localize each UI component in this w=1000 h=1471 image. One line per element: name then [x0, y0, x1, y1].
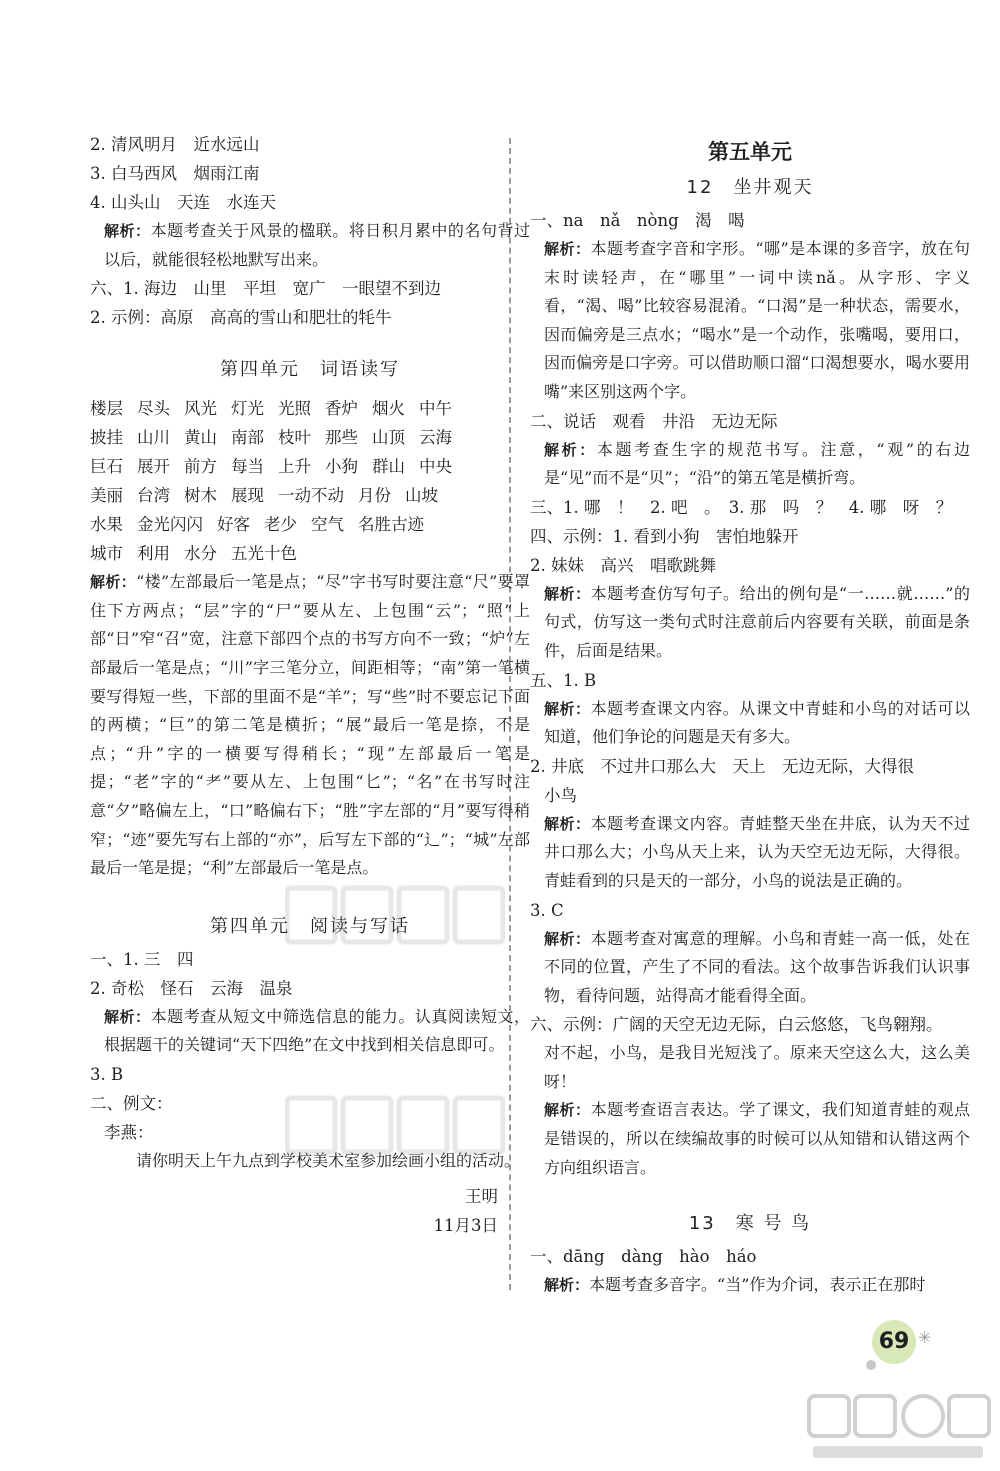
vocab-row: 美丽 台湾 树木 展现 一动不动 月份 山坡: [90, 486, 438, 506]
answer-line: 四、示例：1. 看到小狗 害怕地躲开: [530, 526, 799, 546]
answer-line: 六、示例：广阔的天空无边无际，白云悠悠，飞鸟翱翔。: [530, 1015, 943, 1035]
unit-title: 第五单元: [708, 140, 792, 164]
answer-line: 六、1. 海边 山里 平坦 宽广 一眼望不到边: [90, 279, 441, 299]
lesson-title: 12 坐井观天: [686, 177, 814, 198]
analysis-paragraph: 解析：本题考查语言表达。学了课文，我们知道青蛙的观点是错误的，所以在续编故事的时候可以从知错和认错这两个方向组织语言。: [544, 1100, 970, 1177]
vocab-list: [90, 394, 530, 568]
vocab-row: 巨石 展开 前方 每当 上升 小狗 群山 中央: [90, 457, 452, 477]
answer-line: 三、1. 哪 ！ 2. 吧 。 3. 那 吗 ？ 4. 哪 呀 ？: [530, 497, 953, 517]
answer-line: 二、例文：: [90, 1093, 173, 1113]
analysis-paragraph: 解析：本题考查课文内容。青蛙整天坐在井底，认为天不过井口那么大；小鸟从天上来，认为天空无边无际，大得很。青蛙看到的只是天的一部分，小鸟的说法是正确的。: [544, 813, 970, 890]
logo-graphic: [803, 1392, 993, 1464]
letter-greeting: 李燕：: [104, 1122, 154, 1142]
answer-line: 3. B: [90, 1064, 124, 1084]
star-icon: ✳: [918, 1328, 932, 1347]
letter-date: 11月3日: [433, 1215, 498, 1235]
answer-line: 2. 妹妹 高兴 唱歌跳舞: [530, 555, 716, 575]
analysis-paragraph: 解析：本题考查仿写句子。给出的例句是“一……就……”的句式，仿写这一类句式时注意前后内容要有关联，前面是条件，后面是结果。: [544, 583, 970, 660]
answer-line: 五、1. B: [530, 670, 597, 690]
right-column: [530, 134, 970, 1300]
analysis-paragraph: 解析：本题考查从短文中筛选信息的能力。认真阅读短文，根据题干的关键词“天下四绝”在文中找到相关信息即可。: [104, 1006, 530, 1055]
section-title: 第四单元 词语读写: [220, 359, 400, 381]
answer-line: 3. 白马西风 烟雨江南: [90, 164, 260, 183]
answer-line: 2. 井底 不过井口那么大 天上 无边无际，大得很: [530, 756, 914, 776]
vocab-row: 披挂 山川 黄山 南部 枝叶 那些 山顶 云海: [90, 428, 452, 448]
lesson-title: 13 寒 号 鸟: [688, 1213, 812, 1235]
letter-body: 请你明天上午九点到学校美术室参加绘画小组的活动。: [136, 1150, 521, 1170]
watermark: [285, 880, 505, 965]
watermark-graphic: [285, 1090, 505, 1160]
answer-line: 小鸟: [544, 785, 577, 805]
vocab-row: 楼层 尽头 风光 灯光 光照 香炉 烟火 中午: [90, 399, 452, 419]
answer-line: 一、dāng dàng hào háo: [530, 1247, 757, 1267]
answer-line: 2. 示例：高原 高高的雪山和肥壮的牦牛: [90, 308, 392, 328]
answer-line: 2. 清风明月 近水远山: [90, 135, 260, 154]
analysis-paragraph: 解析：本题考查生字的规范书写。注意，“观”的右边是“见”而不是“贝”；“沿”的第五笔是横折弯。: [544, 439, 970, 488]
answer-line: 二、说话 观看 井沿 无边无际: [530, 411, 778, 431]
page-number: 69: [872, 1320, 916, 1364]
answer-line: 3. C: [530, 900, 564, 920]
section-title: 第四单元 阅读与写话: [210, 915, 410, 937]
decorative-dot: [866, 1360, 876, 1370]
answer-line: 一、1. 三 四: [90, 949, 194, 969]
analysis-paragraph: 解析：本题考查字音和字形。“哪”是本课的多音字，放在句末时读轻声，在“哪里”一词中读nǎ。从字形、字义看，“渴、喝”比较容易混淆。“口渴”是一种状态，需要水，因而偏旁是三点水；“喝水”是一个动作，张嘴喝，要用口，因而偏旁是口字旁。可以借助顺口溜“口渴想要水，喝水要用嘴”来区别这两个字。: [544, 239, 970, 401]
analysis-paragraph: 解析：本题考查课文内容。从课文中青蛙和小鸟的对话可以知道，他们争论的问题是天有多大。: [544, 698, 970, 747]
vocab-row: 水果 金光闪闪 好客 老少 空气 名胜古迹: [90, 515, 424, 535]
left-column: [90, 128, 530, 1240]
watermark-graphic: [285, 880, 505, 950]
corner-watermark-logo: [800, 1392, 995, 1467]
answer-line: 2. 奇松 怪石 云海 温泉: [90, 978, 293, 998]
answer-line: 4. 山头山 天连 水连天: [90, 193, 276, 212]
vocab-row: 城市 利用 水分 五光十色: [90, 544, 297, 564]
analysis-paragraph: 解析：本题考查多音字。“当”作为介词，表示正在那时: [544, 1275, 926, 1295]
analysis-paragraph: 解析：“楼”左部最后一笔是点；“尽”字书写时要注意“尺”要罩住下方两点；“层”字的“尸”要从左、上包围“云”；“照”上部“日”窄“召”宽，注意下部四个点的书写方向不一致；“炉”左部最后一笔是点；“川”字三笔分立，间距相等；“南”第一笔横要写得短一些，下部的里面不是“羊”；写“些”时不要忘记下面的两横；“巨”的第二笔是横折；“展”最后一笔是捺，不是点；“升”字的一横要写得稍长；“现”左部最后一笔是提；“老”字的“耂”要从左、上包围“匕”；“名”在书写时注意“夕”略偏左上，“口”略偏右下；“胜”字左部的“月”要写得稍窄；“迹”要先写右上部的“亦”，后写左下部的“辶”；“城”左部最后一笔是提；“利”左部最后一笔是点。: [90, 572, 530, 878]
analysis-paragraph: 解析：本题考查关于风景的楹联。将日积月累中的名句背过以后，就能很轻松地默写出来。: [104, 221, 530, 269]
answer-line: 一、na nǎ nòng 渴 喝: [530, 211, 745, 230]
analysis-paragraph: 解析：本题考查对寓意的理解。小鸟和青蛙一高一低，处在不同的位置，产生了不同的看法。这个故事告诉我们认识事物，看待问题，站得高才能看得全面。: [544, 928, 970, 1005]
answer-paragraph: 对不起，小鸟，是我目光短浅了。原来天空这么大，这么美呀！: [544, 1043, 970, 1091]
watermark: [285, 1090, 505, 1175]
letter-signature: 王明: [465, 1186, 498, 1206]
